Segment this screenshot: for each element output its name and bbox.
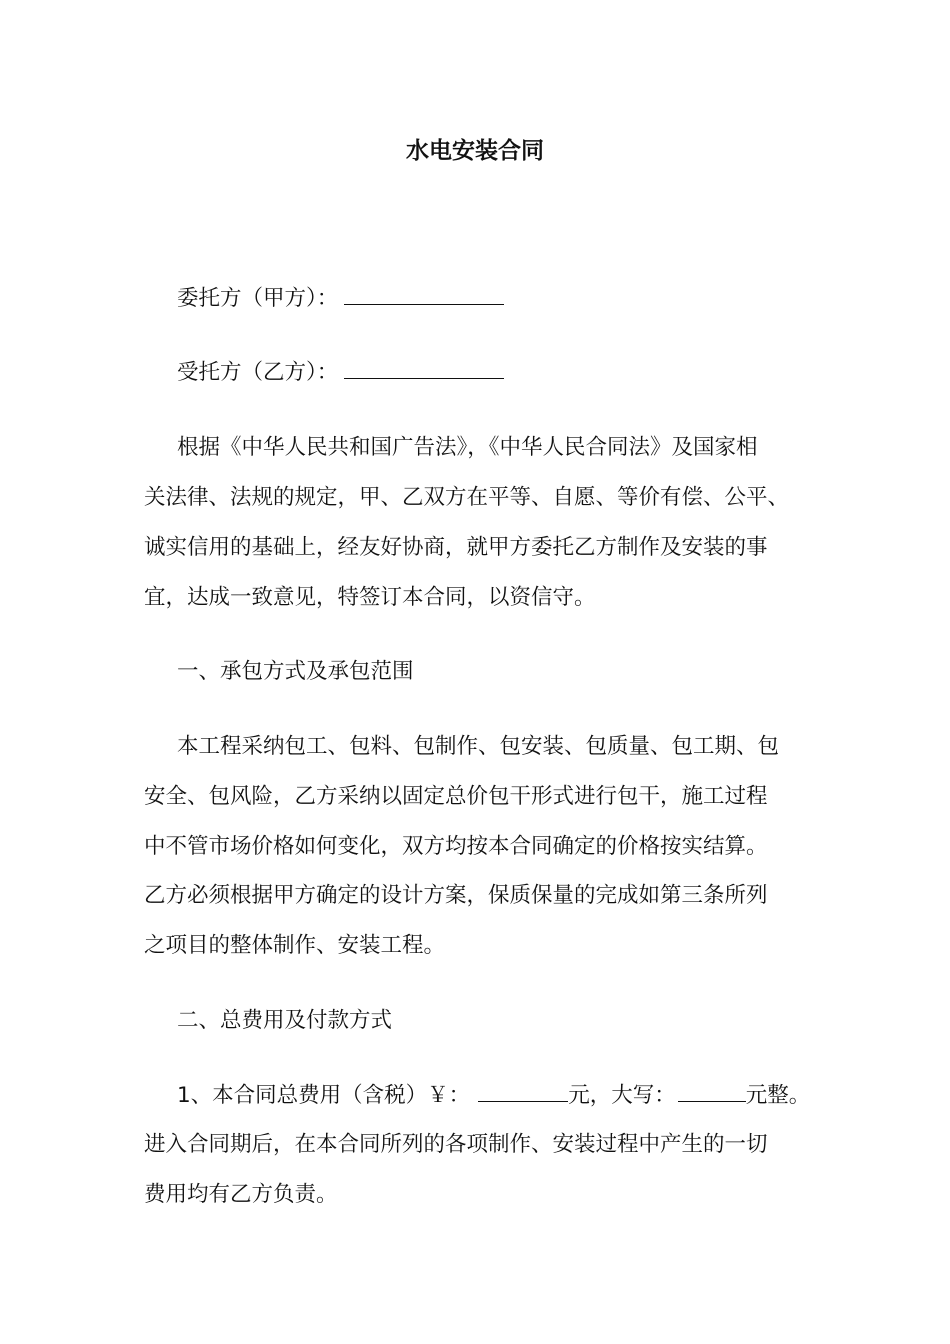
fee-prefix: 1、本合同总费用（含税）￥：: [177, 1083, 471, 1108]
section-1-line: 安全、包风险，乙方采纳以固定总价包干形式进行包干，施工过程: [144, 784, 768, 809]
intro-line: 宜，达成一致意见，特签订本合同，以资信守。: [144, 585, 596, 610]
fee-words-blank: [678, 1075, 746, 1102]
section-1-line: 本工程采纳包工、包料、包制作、包安装、包质量、包工期、包: [177, 734, 780, 759]
intro-line: 诚实信用的基础上，经友好协商，就甲方委托乙方制作及安装的事: [144, 535, 768, 560]
intro-line: 根据《中华人民共和国广告法》，《中华人民合同法》及国家相: [177, 435, 758, 460]
fee-suffix: 元整。: [745, 1083, 811, 1108]
intro-line: 关法律、法规的规定，甲、乙双方在平等、自愿、等价有偿、公平、: [144, 485, 790, 510]
party-b-blank: [344, 352, 504, 379]
party-a-line: [177, 274, 817, 324]
section-1-line: 中不管市场价格如何变化，双方均按本合同确定的价格按实结算。: [144, 834, 768, 859]
fee-line-rest: 进入合同期后，在本合同所列的各项制作、安装过程中产生的一切: [144, 1132, 768, 1157]
fee-amount-blank: [478, 1075, 568, 1102]
section-1-heading: 一、承包方式及承包范围: [177, 659, 414, 684]
section-1-line: 乙方必须根据甲方确定的设计方案，保质保量的完成如第三条所列: [144, 883, 768, 908]
party-b-line: [177, 348, 817, 398]
section-2-heading: 二、总费用及付款方式: [177, 1008, 393, 1033]
document-title: 水电安装合同: [406, 138, 544, 164]
section-1-line: 之项目的整体制作、安装工程。: [144, 933, 446, 958]
fee-middle: 元，大写：: [568, 1083, 676, 1108]
party-b-label: 受托方（乙方）：: [177, 360, 339, 385]
party-a-blank: [344, 278, 504, 305]
fee-line: [177, 1071, 817, 1121]
party-a-label: 委托方（甲方）：: [177, 286, 339, 311]
fee-line-rest: 费用均有乙方负责。: [144, 1182, 338, 1207]
